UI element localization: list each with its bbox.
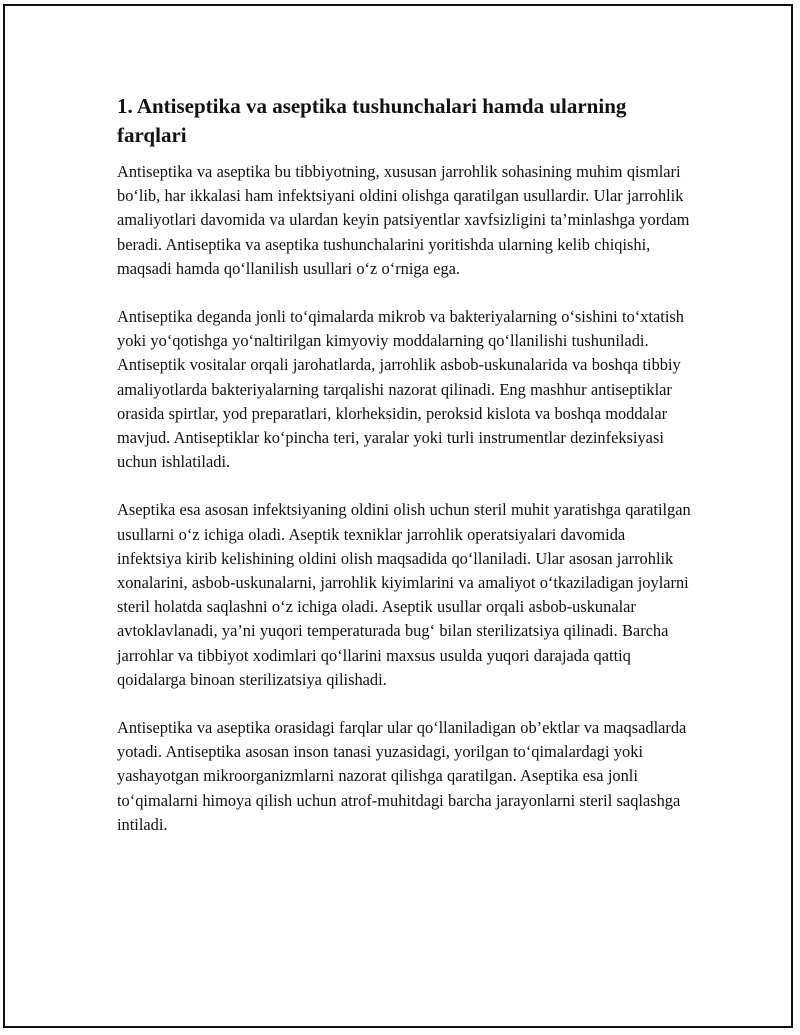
paragraph-4: Antiseptika va aseptika orasidagi farqlar ular qo‘llaniladigan ob’ektlar va maqsadlarda yotadi. Antiseptika asosan inson tanasi yuzasidagi, yorilgan to‘qimalardagi yoki yashayotgan mikroorganizmlarni nazorat qilishga qaratilgan. Aseptika esa jonli to‘qimalarni himoya qilish uchun atrof-muhitdagi barcha jarayonlarni steril saqlashga intiladi. [117, 718, 687, 834]
paragraph-3: Aseptika esa asosan infektsiyaning oldini olish uchun steril muhit yaratishga qaratilgan usullarni o‘z ichiga oladi. Aseptik texniklar jarrohlik operatsiyalari davomida infektsiya kirib kelishining oldini olish maqsadida qo‘llaniladi. Ular asosan jarrohlik xonalarini, asbob-uskunalarni, jarrohlik kiyimlarini va amaliyot o‘tkaziladigan joylarni steril holatda saqlashni o‘z ichiga oladi. Aseptik usullar orqali asbob-uskunalar avtoklavlanadi, ya’ni yuqori temperaturada bug‘ bilan sterilizatsiya qilinadi. Barcha jarrohlar va tibbiyot xodimlari qo‘llarini maxsus usulda yuqori darajada qattiq qoidalarga binoan sterilizatsiya qilishadi. [117, 500, 691, 689]
document-body [117, 92, 693, 861]
paragraph-2: Antiseptika deganda jonli to‘qimalarda mikrob va bakteriyalarning o‘sishini to‘xtatish yoki yo‘qotishga yo‘naltirilgan kimyoviy moddalarning qo‘llanilishi tushuniladi. Antiseptik vositalar orqali jarohatlarda, jarrohlik asbob-uskunalarida va boshqa tibbiy amaliyotlarda bakteriyalarning tarqalishi nazorat qilinadi. Eng mashhur antiseptiklar orasida spirtlar, yod preparatlari, klorheksidin, peroksid kislota va boshqa moddalar mavjud. Antiseptiklar ko‘pincha teri, yaralar yoki turli instrumentlar dezinfeksiyasi uchun ishlatiladi. [117, 307, 684, 472]
section-title: 1. Antiseptika va aseptika tushunchalari hamda ularning farqlari [117, 94, 627, 147]
paragraph-1: Antiseptika va aseptika bu tibbiyotning, xususan jarrohlik sohasining muhim qismlari bo‘lib, har ikkalasi ham infektsiyani oldini olishga qaratilgan usullardir. Ular jarrohlik amaliyotlari davomida va ulardan keyin patsiyentlar xavfsizligini ta’minlashga yordam beradi. Antiseptika va aseptika tushunchalarini yoritishda ularning kelib chiqishi, maqsadi hamda qo‘llanilish usullari o‘z o‘rniga ega. [117, 162, 690, 278]
